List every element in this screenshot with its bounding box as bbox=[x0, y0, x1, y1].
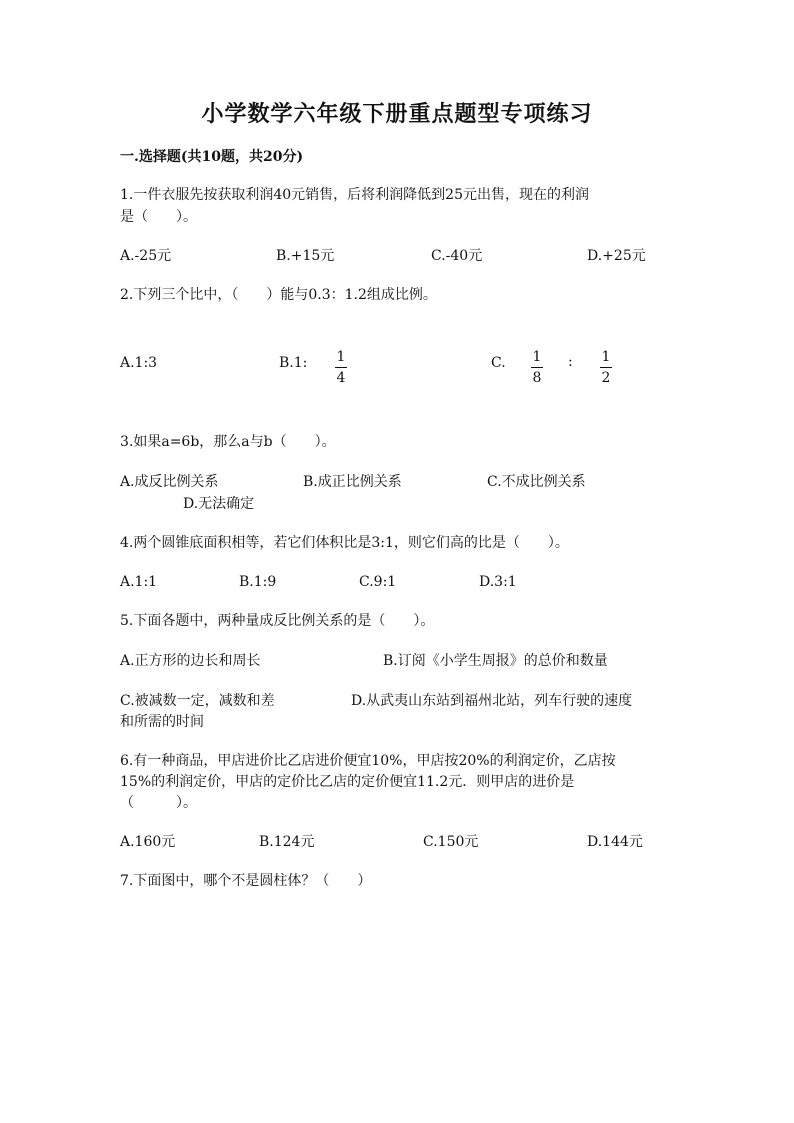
q3-option-a[interactable]: A.成反比例关系 bbox=[120, 474, 219, 490]
q6-option-c[interactable]: C.150元 bbox=[423, 834, 479, 850]
q4-option-d[interactable]: D.3:1 bbox=[479, 574, 517, 590]
q6-option-d[interactable]: D.144元 bbox=[587, 834, 643, 850]
q6-option-a[interactable]: A.160元 bbox=[120, 834, 176, 850]
q1-option-d[interactable]: D.+25元 bbox=[587, 248, 646, 264]
fraction-numerator: 1 bbox=[601, 349, 611, 365]
q3-option-d[interactable]: D.无法确定 bbox=[183, 496, 255, 512]
q4-option-c[interactable]: C.9:1 bbox=[359, 574, 397, 590]
fraction-bar bbox=[531, 367, 543, 368]
section-heading: 一.选择题(共10题，共20分) bbox=[120, 149, 304, 165]
question-2-text: 2.下列三个比中，（ ）能与0.3：1.2组成比例。 bbox=[120, 287, 437, 303]
q4-option-b[interactable]: B.1:9 bbox=[239, 574, 277, 590]
q1-option-a[interactable]: A.-25元 bbox=[120, 248, 172, 264]
q5-option-b[interactable]: B.订阅《小学生周报》的总价和数量 bbox=[383, 653, 608, 669]
question-6-text: 6.有一种商品，甲店进价比乙店进价便宜10%，甲店按20%的利润定价，乙店按 bbox=[120, 753, 616, 769]
q2-option-c-fraction-2 bbox=[600, 349, 612, 386]
fraction-numerator: 1 bbox=[336, 349, 346, 365]
q2-option-b-fraction bbox=[335, 349, 347, 386]
fraction-bar bbox=[335, 367, 347, 368]
q3-option-c[interactable]: C.不成比例关系 bbox=[487, 474, 586, 490]
question-6-text-cont-2: （ ）。 bbox=[120, 795, 197, 811]
fraction-denominator: 2 bbox=[601, 370, 611, 386]
q2-option-c-fraction-1 bbox=[531, 349, 543, 386]
q6-option-b[interactable]: B.124元 bbox=[259, 834, 315, 850]
question-4-text: 4.两个圆锥底面积相等，若它们体积比是3:1，则它们高的比是（ ）。 bbox=[120, 535, 569, 551]
question-1-text: 1.一件衣服先按获取利润40元销售，后将利润降低到25元出售，现在的利润 bbox=[120, 187, 589, 203]
q2-option-c[interactable]: C. bbox=[491, 355, 506, 371]
q5-option-d[interactable]: D.从武夷山东站到福州北站，列车行驶的速度 bbox=[351, 693, 633, 709]
q5-option-d-cont[interactable]: 和所需的时间 bbox=[120, 714, 204, 730]
q2-option-a[interactable]: A.1:3 bbox=[120, 355, 158, 371]
question-5-text: 5.下面各题中，两种量成反比例关系的是（ ）。 bbox=[120, 613, 435, 629]
question-1-text-cont: 是（ ）。 bbox=[120, 209, 197, 225]
q1-option-b[interactable]: B.+15元 bbox=[276, 248, 335, 264]
question-7-text: 7.下面图中，哪个不是圆柱体？（ ） bbox=[120, 873, 372, 889]
q3-option-b[interactable]: B.成正比例关系 bbox=[303, 474, 402, 490]
page-title: 小学数学六年级下册重点题型专项练习 bbox=[201, 101, 593, 127]
q5-option-c[interactable]: C.被减数一定，减数和差 bbox=[120, 693, 275, 709]
question-3-text: 3.如果a=6b，那么a与b（ ）。 bbox=[120, 434, 336, 450]
q4-option-a[interactable]: A.1:1 bbox=[120, 574, 158, 590]
fraction-bar bbox=[600, 367, 612, 368]
fraction-denominator: 4 bbox=[336, 370, 346, 386]
ratio-colon: : bbox=[568, 354, 573, 370]
fraction-denominator: 8 bbox=[532, 370, 542, 386]
question-6-text-cont: 15%的利润定价，甲店的定价比乙店的定价便宜11.2元．则甲店的进价是 bbox=[120, 774, 575, 790]
q2-option-b[interactable]: B.1: bbox=[279, 355, 308, 371]
q5-option-a[interactable]: A.正方形的边长和周长 bbox=[120, 653, 261, 669]
fraction-numerator: 1 bbox=[532, 349, 542, 365]
q1-option-c[interactable]: C.-40元 bbox=[431, 248, 483, 264]
